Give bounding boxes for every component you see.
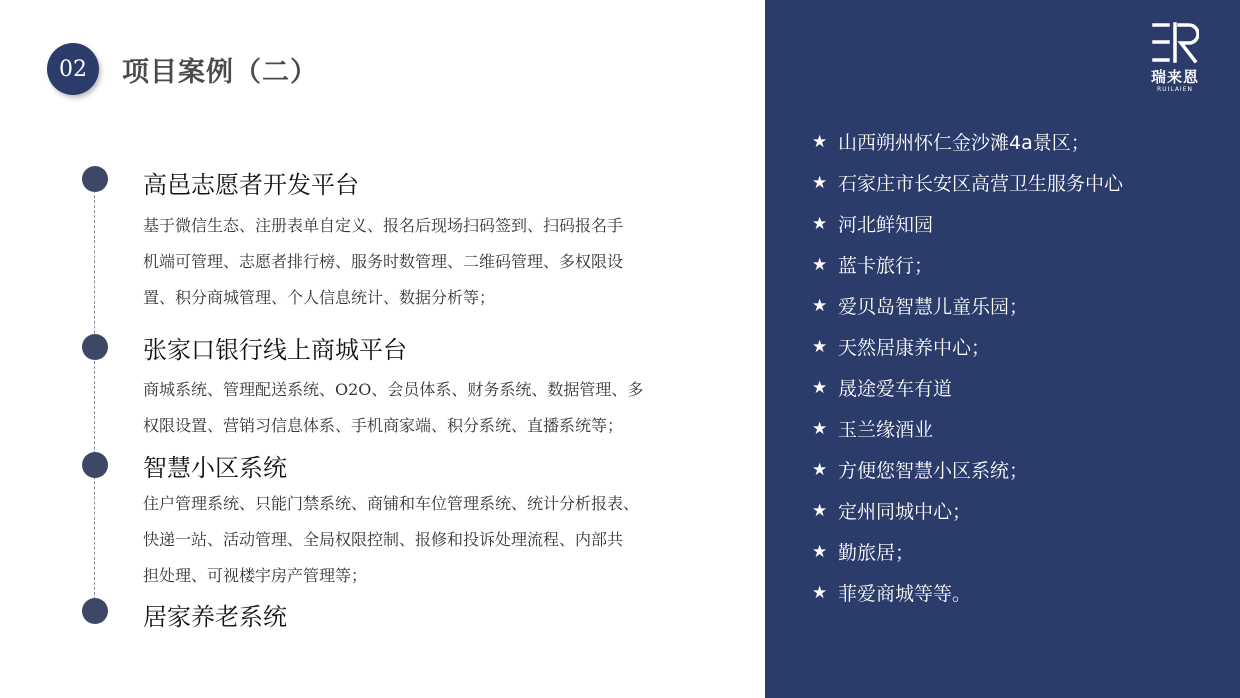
case-label: 石家庄市长安区高营卫生服务中心 xyxy=(838,173,1124,195)
logo-subtitle: RUILAIEN xyxy=(1157,86,1193,93)
case-item xyxy=(812,408,1123,449)
case-item xyxy=(812,326,1123,367)
project-description xyxy=(143,208,703,316)
case-item xyxy=(812,285,1123,326)
star-icon: ★ xyxy=(812,459,828,480)
project-title: 高邑志愿者开发平台 xyxy=(143,171,359,199)
case-label: 玉兰缘酒业 xyxy=(838,419,934,441)
case-item xyxy=(812,121,1123,162)
description-line: 权限设置、营销习信息体系、手机商家端、积分系统、直播系统等； xyxy=(143,416,624,435)
timeline-line xyxy=(94,180,95,610)
star-icon: ★ xyxy=(812,295,828,316)
star-icon: ★ xyxy=(812,500,828,521)
star-icon: ★ xyxy=(812,254,828,275)
case-list xyxy=(812,121,1123,613)
star-icon: ★ xyxy=(812,172,828,193)
case-item xyxy=(812,367,1123,408)
description-line: 担处理、可视楼宇房产管理等； xyxy=(143,566,368,585)
case-label: 天然居康养中心； xyxy=(838,337,991,359)
case-label: 河北鲜知园 xyxy=(838,214,934,236)
star-icon: ★ xyxy=(812,336,828,357)
case-label: 定州同城中心； xyxy=(838,501,972,523)
timeline-dot xyxy=(82,452,108,478)
case-label: 菲爱商城等等。 xyxy=(838,583,972,605)
logo-mark-icon xyxy=(1151,22,1199,64)
star-icon: ★ xyxy=(812,131,828,152)
case-item xyxy=(812,531,1123,572)
case-item xyxy=(812,572,1123,613)
page-title: 项目案例（二） xyxy=(122,57,318,88)
case-item xyxy=(812,244,1123,285)
project-title: 智慧小区系统 xyxy=(143,454,287,482)
project-title: 居家养老系统 xyxy=(143,603,287,631)
timeline-dot xyxy=(82,334,108,360)
project-description xyxy=(143,372,703,444)
case-item xyxy=(812,490,1123,531)
description-line: 机端可管理、志愿者排行榜、服务时数管理、二维码管理、多权限设 xyxy=(143,252,624,271)
star-icon: ★ xyxy=(812,418,828,439)
case-label: 蓝卡旅行； xyxy=(838,255,934,277)
star-icon: ★ xyxy=(812,377,828,398)
case-label: 方便您智慧小区系统； xyxy=(838,460,1029,482)
description-line: 快递一站、活动管理、全局权限控制、报修和投诉处理流程、内部共 xyxy=(143,530,624,549)
case-item xyxy=(812,162,1123,203)
description-line: 置、积分商城管理、个人信息统计、数据分析等； xyxy=(143,288,496,307)
case-item xyxy=(812,449,1123,490)
description-line: 商城系统、管理配送系统、O2O、会员体系、财务系统、数据管理、多 xyxy=(143,380,644,399)
timeline-dot xyxy=(82,166,108,192)
case-item xyxy=(812,203,1123,244)
logo-name: 瑞来恩 xyxy=(1150,68,1199,86)
project-description xyxy=(143,486,703,594)
description-line: 住户管理系统、只能门禁系统、商铺和车位管理系统、统计分析报表、 xyxy=(143,494,640,513)
case-label: 勤旅居； xyxy=(838,542,915,564)
star-icon: ★ xyxy=(812,213,828,234)
timeline-dot xyxy=(82,598,108,624)
star-icon: ★ xyxy=(812,582,828,603)
case-label: 爱贝岛智慧儿童乐园； xyxy=(838,296,1029,318)
description-line: 基于微信生态、注册表单自定义、报名后现场扫码签到、扫码报名手 xyxy=(143,216,624,235)
section-number-badge: 02 xyxy=(47,43,99,95)
project-title: 张家口银行线上商城平台 xyxy=(143,336,407,364)
case-label: 山西朔州怀仁金沙滩4a景区； xyxy=(838,132,1090,154)
case-label: 晟途爱车有道 xyxy=(838,378,953,400)
star-icon: ★ xyxy=(812,541,828,562)
company-logo xyxy=(1141,22,1209,96)
